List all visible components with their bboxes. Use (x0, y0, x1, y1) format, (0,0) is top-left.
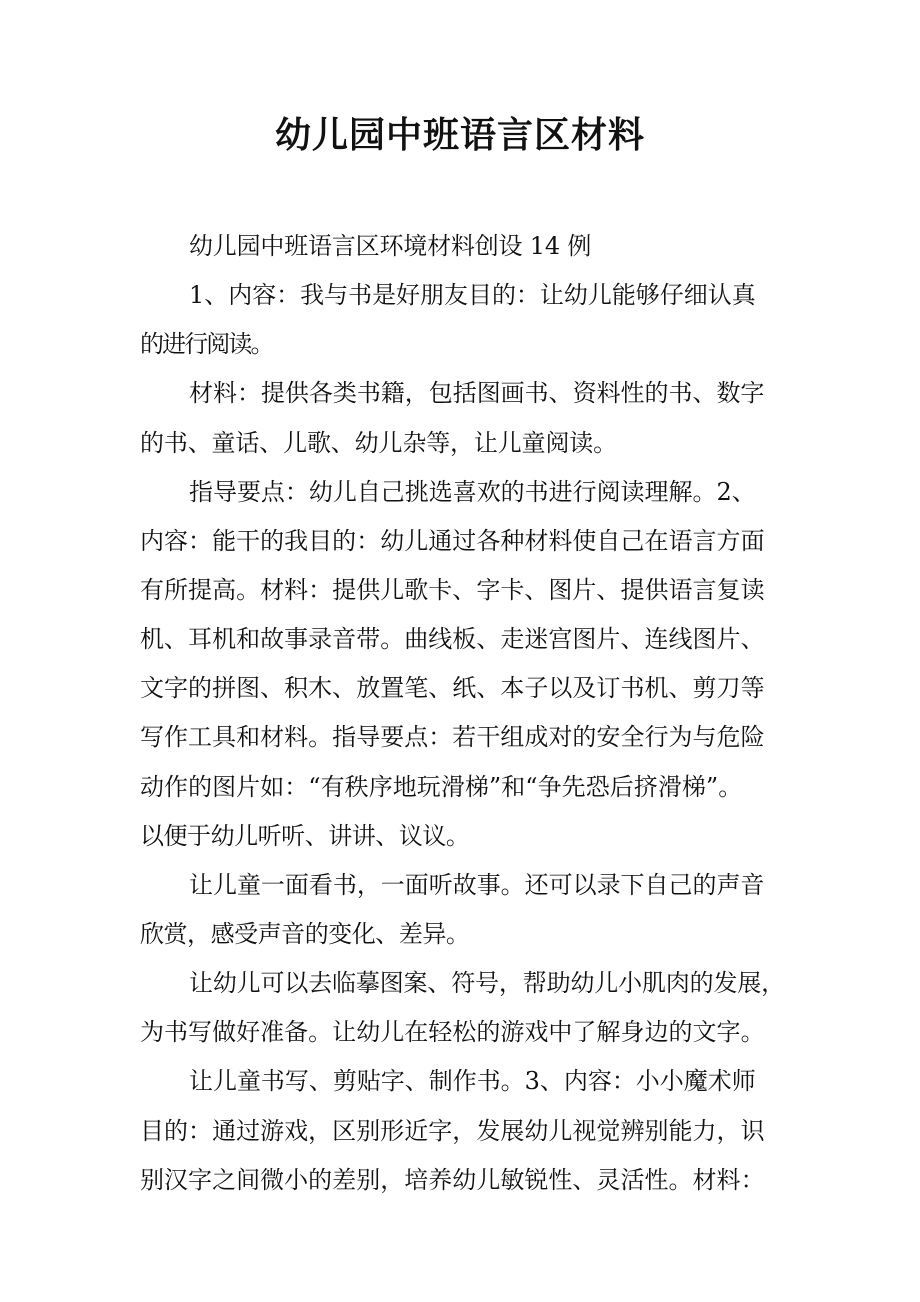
text-line: 材料：提供各类书籍，包括图画书、资料性的书、数字 (189, 379, 765, 408)
text-line: 以便于幼儿听听、讲讲、议议。 (140, 821, 470, 850)
text-line: 的进行阅读。 (140, 330, 273, 359)
text-line: 动作的图片如：“有秩序地玩滑梯”和“争先恐后挤滑梯”。 (140, 772, 743, 801)
text-line: 让儿童书写、剪贴字、制作书。3、内容：小小魔术师 (189, 1067, 756, 1096)
document-title: 幼儿园中班语言区材料 (274, 114, 645, 156)
text-line: 别汉字之间微小的差别，培养幼儿敏锐性、灵活性。材料： (140, 1165, 765, 1194)
text-line: 的书、童话、儿歌、幼儿杂等，让儿童阅读。 (140, 428, 617, 457)
text-line: 目的：通过游戏，区别形近字，发展幼儿视觉辨别能力，识 (140, 1116, 765, 1145)
text-line: 1、内容：我与书是好朋友目的：让幼儿能够仔细认真 (189, 281, 756, 310)
text-line: 为书写做好准备。让幼儿在轻松的游戏中了解身边的文字。 (140, 1018, 765, 1047)
text-line: 让儿童一面看书，一面听故事。还可以录下自己的声音 (189, 870, 765, 899)
text-line: 欣赏，感受声音的变化、差异。 (140, 919, 470, 948)
text-line: 幼儿园中班语言区环境材料创设 14 例 (189, 232, 592, 260)
text-line: 写作工具和材料。指导要点：若干组成对的安全行为与危险 (140, 723, 765, 752)
text-line: 让幼儿可以去临摹图案、符号，帮助幼儿小肌肉的发展， (189, 969, 785, 998)
text-line: 内容：能干的我目的：幼儿通过各种材料使自己在语言方面 (140, 526, 765, 555)
text-line: 有所提高。材料：提供儿歌卡、字卡、图片、提供语言复读 (140, 575, 765, 604)
text-line: 指导要点：幼儿自己挑选喜欢的书进行阅读理解。2、 (189, 477, 756, 506)
document-body (140, 222, 800, 1205)
text-line: 机、耳机和故事录音带。曲线板、走迷宫图片、连线图片、 (140, 625, 765, 654)
text-line: 文字的拼图、积木、放置笔、纸、本子以及订书机、剪刀等 (140, 674, 765, 703)
